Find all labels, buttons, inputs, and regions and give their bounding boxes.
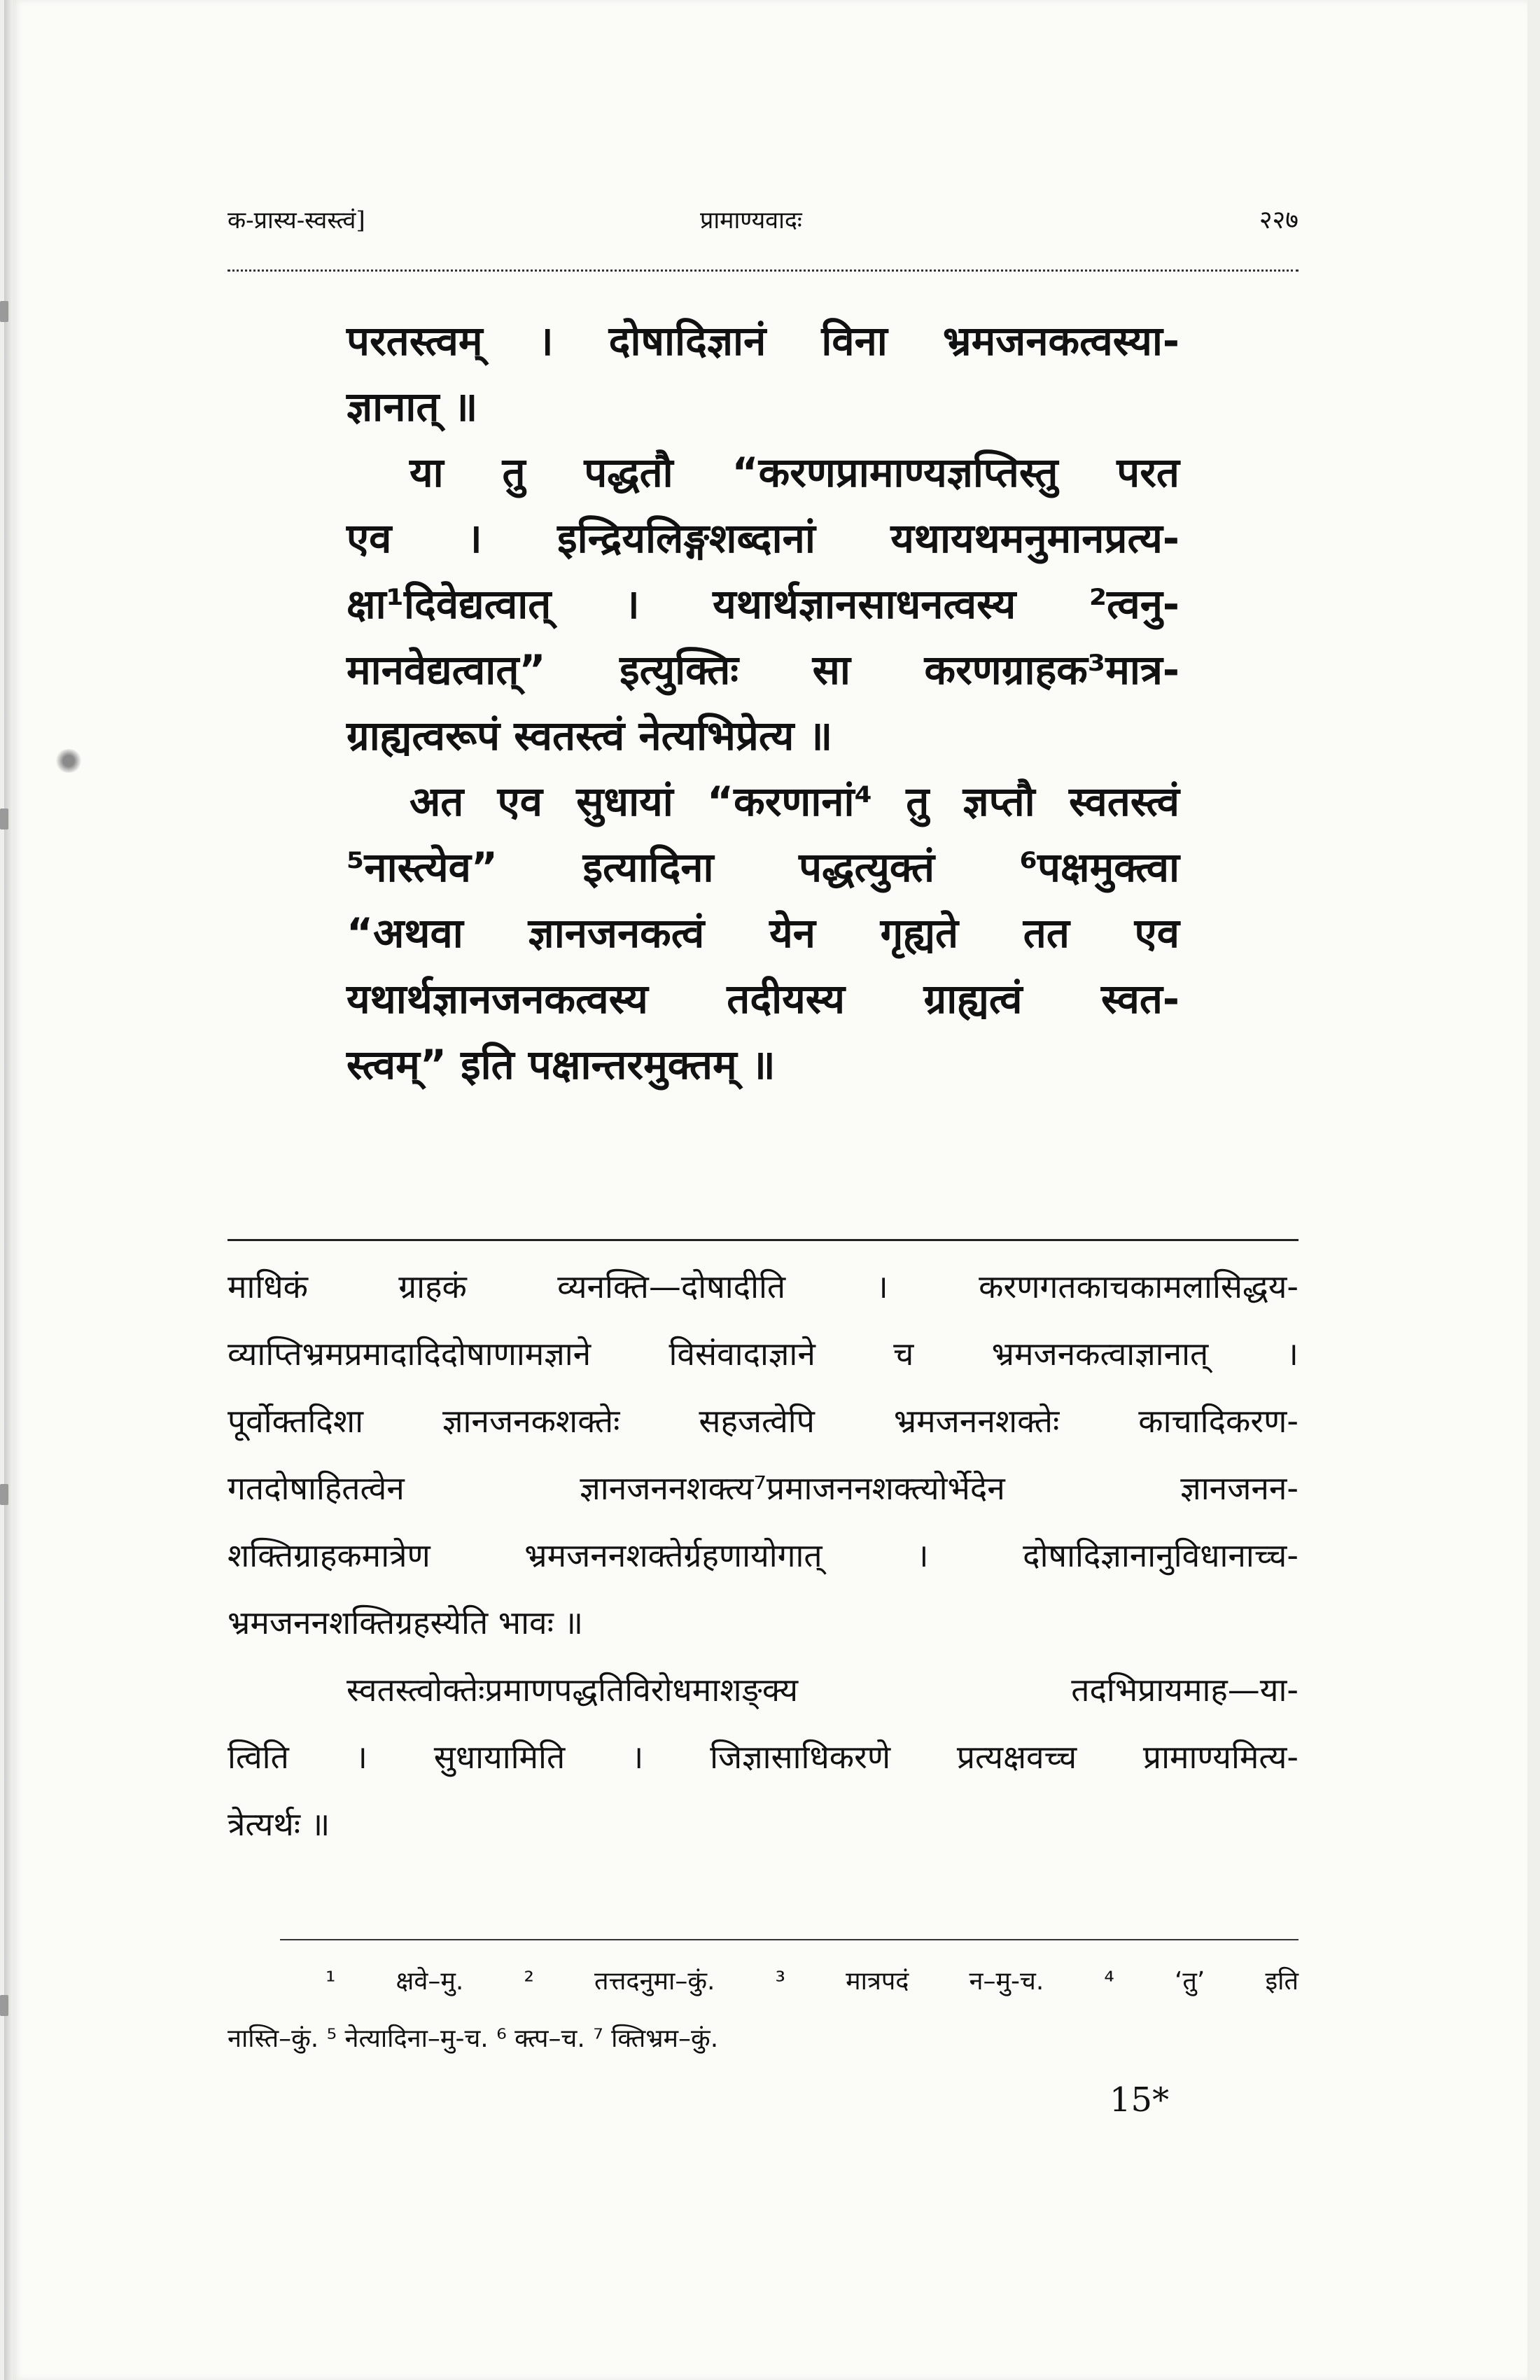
footnote-line: ¹ क्षवे–मु. ² तत्तदनुमा–कुं. ³ मात्रपदं न–मु-च. ⁴ ‘तु’ इति <box>326 1967 1298 1996</box>
main-text-line: ग्राह्यत्वरूपं स्वतस्त्वं नेत्यभिप्रेत्य ॥ <box>346 712 833 760</box>
binding-mark <box>0 301 8 322</box>
main-text-line: मानवेद्यत्वात्” इत्युक्तिः सा करणग्राहक³मात्र- <box>346 646 1180 694</box>
commentary-line: शक्तिग्राहकमात्रेण भ्रमजननशक्तेर्ग्रहणायोगात् । दोषादिज्ञानानुविधानाच्च- <box>227 1536 1298 1574</box>
footnote-line: नास्ति–कुं. ⁵ नेत्यादिना–मु-च. ⁶ क्त्प–च. ⁷ क्तिभ्रम–कुं. <box>227 2024 719 2053</box>
main-text-line: स्त्वम्” इति पक्षान्तरमुक्तम् ॥ <box>346 1041 776 1088</box>
commentary-line: गतदोषाहितत्वेन ज्ञानजननशक्त्य⁷प्रमाजननशक्त्योर्भेदेन ज्ञानजनन- <box>227 1469 1298 1507</box>
binding-mark <box>0 1484 8 1505</box>
binding-mark <box>0 808 8 830</box>
main-text-block <box>346 308 1180 1098</box>
ink-blot <box>55 749 83 773</box>
commentary-line: भ्रमजननशक्तिग्रहस्येति भावः ॥ <box>227 1604 584 1642</box>
header-section-ref: क-प्रास्य-स्वस्त्वं] <box>227 206 365 234</box>
main-text-line: यथार्थज्ञानजनकत्वस्य तदीयस्य ग्राह्यत्वं स्वत- <box>346 975 1180 1023</box>
header-title: प्रामाण्यवादः <box>700 206 802 234</box>
binding-mark <box>0 1995 8 2016</box>
commentary-block <box>227 1253 1298 1858</box>
commentary-line: व्याप्तिभ्रमप्रमादादिदोषाणामज्ञाने विसंवादाज्ञाने च भ्रमजनकत्वाज्ञानात् । <box>227 1335 1298 1373</box>
footnote-divider <box>280 1939 1298 1940</box>
running-header <box>227 200 1298 241</box>
main-text-line: अत एव सुधायां “करणानां⁴ तु ज्ञप्तौ स्वतस्त्वं <box>410 778 1180 825</box>
commentary-line: स्वतस्त्वोक्तेःप्रमाणपद्धतिविरोधमाशङ्क्य तदभिप्रायमाह—या- <box>346 1671 1298 1709</box>
footnotes-block <box>227 1953 1298 2068</box>
commentary-line: त्रेत्यर्थः ॥ <box>227 1805 330 1843</box>
printer-signature-mark: 15* <box>1110 2080 1170 2120</box>
main-text-line: या तु पद्धतौ “करणप्रामाण्यज्ञप्तिस्तु परत <box>410 449 1180 496</box>
main-text-line: ⁵नास्त्येव” इत्यादिना पद्धत्युक्तं ⁶पक्षमुक्त्वा <box>346 844 1180 891</box>
main-text-line: “अथवा ज्ञानजनकत्वं येन गृह्यते तत एव <box>346 909 1180 957</box>
main-text-line: परतस्त्वम् । दोषादिज्ञानं विना भ्रमजनकत्वस्या- <box>346 317 1180 365</box>
commentary-line: त्विति । सुधायामिति । जिज्ञासाधिकरणे प्रत्यक्षवच्च प्रामाण्यमित्य- <box>227 1738 1298 1776</box>
commentary-line: माधिकं ग्राहकं व्यनक्ति—दोषादीति । करणगतकाचकामलासिद्धय- <box>227 1268 1298 1306</box>
main-text-divider <box>227 1239 1298 1241</box>
main-text-line: ज्ञानात् ॥ <box>346 383 478 430</box>
commentary-line: पूर्वोक्तदिशा ज्ञानजनकशक्तेः सहजत्वेपि भ्रमजननशक्तेः काचादिकरण- <box>227 1402 1298 1440</box>
main-text-line: एव । इन्द्रियलिङ्गशब्दानां यथायथमनुमानप्रत्य- <box>346 514 1180 562</box>
main-text-line: क्षा¹दिवेद्यत्वात् । यथार्थज्ञानसाधनत्वस्य ²त्वनु- <box>346 580 1180 628</box>
page-number: २२७ <box>1259 206 1298 234</box>
header-divider <box>227 270 1298 272</box>
